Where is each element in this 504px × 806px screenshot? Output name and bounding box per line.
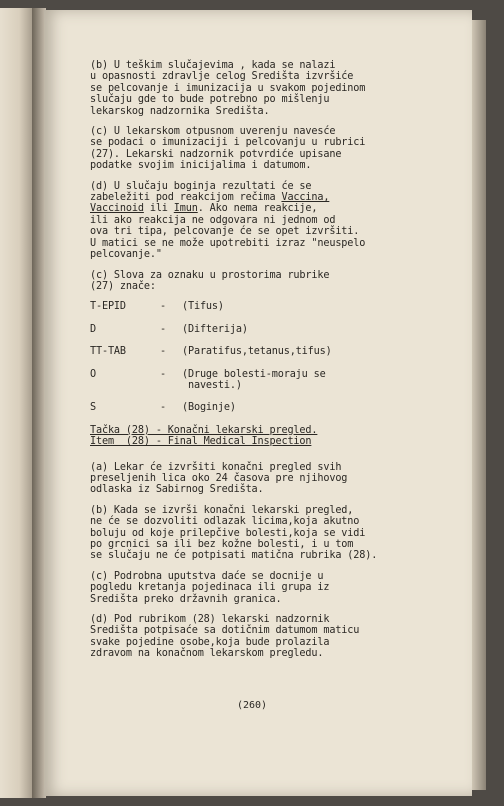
text-line: lekarskog nadzornika Središta. (90, 105, 270, 117)
paragraph-b (90, 60, 462, 117)
heading-english: Item (28) - Final Medical Inspection (90, 436, 312, 448)
text-line: u opasnosti zdravlje celog Središta izvršiće (90, 71, 354, 83)
dash: - (160, 402, 166, 414)
text-line: U matici se ne može upotrebiti izraz "neuspelo (90, 237, 366, 249)
text-line: svake pojedine osobe,koja bude prolazila (90, 636, 330, 648)
code: D (90, 323, 96, 335)
text-line: (b) U teškim slučajevima , kada se nalazi (90, 60, 336, 71)
code-row (90, 301, 462, 312)
code: T-EPID (90, 301, 126, 313)
text-line: se slučaju ne će potpisati matična rubrika (28). (90, 550, 378, 562)
underlined-term: Vaccina, (281, 192, 330, 204)
code-meaning: (Paratifus,tetanus,tifus) (182, 346, 332, 358)
text-segment: ili (143, 203, 174, 215)
text-line: ne će se dozvoliti odlazak licima,koja akutno (90, 516, 360, 528)
code-row (90, 324, 462, 335)
text-line: slučaju gde to bude potrebno po mišlenju (90, 94, 330, 106)
text-segment: . Ako nema reakcije, (197, 203, 318, 215)
page-text (90, 60, 462, 669)
paragraph-d-smallpox (90, 181, 462, 261)
paragraph-c-final (90, 571, 462, 605)
text-segment: zabeležiti pod reakcijom rečima (90, 192, 282, 204)
paragraph-b-final (90, 505, 462, 562)
text-line: se podaci o imunizaciji i pelcovanju u rubrici (90, 137, 366, 149)
text-line: zdravom na konačnom lekarskom pregledu. (90, 648, 324, 660)
code: O (90, 368, 96, 380)
text-line (90, 192, 462, 203)
left-page-edge (0, 8, 32, 798)
text-line: (b) Kada se izvrši konačni lekarski pregled, (90, 504, 354, 516)
text-line: (c) Slova za oznaku u prostorima rubrike (90, 269, 330, 281)
text-line: (27) znače: (90, 280, 156, 292)
code: S (90, 402, 96, 414)
text-line: preseljenih lica oko 24 časova pre njihovog (90, 472, 348, 484)
code-meaning: (Boginje) (182, 402, 236, 414)
text-line: se pelcovanje i imunizacija u svakom pojedinom (90, 82, 366, 94)
text-line: Središta preko državnih granica. (90, 593, 282, 605)
text-line: pelcovanje." (90, 249, 162, 261)
text-line: odlaska iz Sabirnog Središta. (90, 484, 264, 496)
paragraph-d-final (90, 614, 462, 660)
text-line: pogledu kretanja pojedinaca ili grupa iz (90, 582, 330, 594)
paragraph-c-immunization (90, 126, 462, 172)
code-meaning: (Tifus) (182, 301, 224, 313)
paragraph-a-final (90, 462, 462, 496)
dash: - (160, 346, 166, 358)
text-line: (a) Lekar će izvršiti konačni pregled svih (90, 461, 342, 473)
dash: - (160, 301, 166, 313)
text-line: boluju od koje prilepčive bolesti,koja se vidi (90, 527, 366, 539)
text-line: Središta potpisaće sa dotičnim datumom maticu (90, 625, 360, 637)
page-number: (260) (236, 700, 268, 711)
text-line: podatke svojim inicijalima i datumom. (90, 160, 312, 172)
code-list (90, 301, 462, 413)
underlined-term: Imun (173, 203, 198, 215)
code-meaning: (Druge bolesti-moraju se navesti.) (182, 368, 326, 391)
text-line: ova tri tipa, pelcovanje će se opet izvršiti. (90, 226, 360, 238)
underlined-term: Vaccinoid (90, 203, 144, 215)
text-line (90, 203, 462, 214)
text-line: (c) Podrobna uputstva daće se docnije u (90, 570, 324, 582)
dash: - (160, 368, 166, 380)
dash: - (160, 323, 166, 335)
text-line: (d) Pod rubrikom (28) lekarski nadzornik (90, 614, 330, 626)
text-line: po grcnici sa ili bez kožne bolesti, i u tom (90, 539, 354, 550)
code-row (90, 346, 462, 357)
heading-serbian: Tačka (28) - Konačni lekarski pregled. (90, 424, 318, 436)
code-row (90, 369, 462, 392)
paragraph-c-letters (90, 270, 462, 293)
code-row (90, 402, 462, 413)
right-page-edge (472, 20, 486, 790)
text-line: ili ako reakcija ne odgovara ni jednom od (90, 214, 336, 226)
text-line: (c) U lekarskom otpusnom uverenju navesće (90, 126, 336, 138)
section-heading (90, 425, 462, 448)
text-line: (d) U slučaju boginja rezultati će se (90, 180, 312, 192)
code: TT-TAB (90, 346, 126, 358)
code-meaning: (Difterija) (182, 323, 248, 335)
text-line: (27). Lekarski nadzornik potvrdiće upisane (90, 148, 342, 160)
